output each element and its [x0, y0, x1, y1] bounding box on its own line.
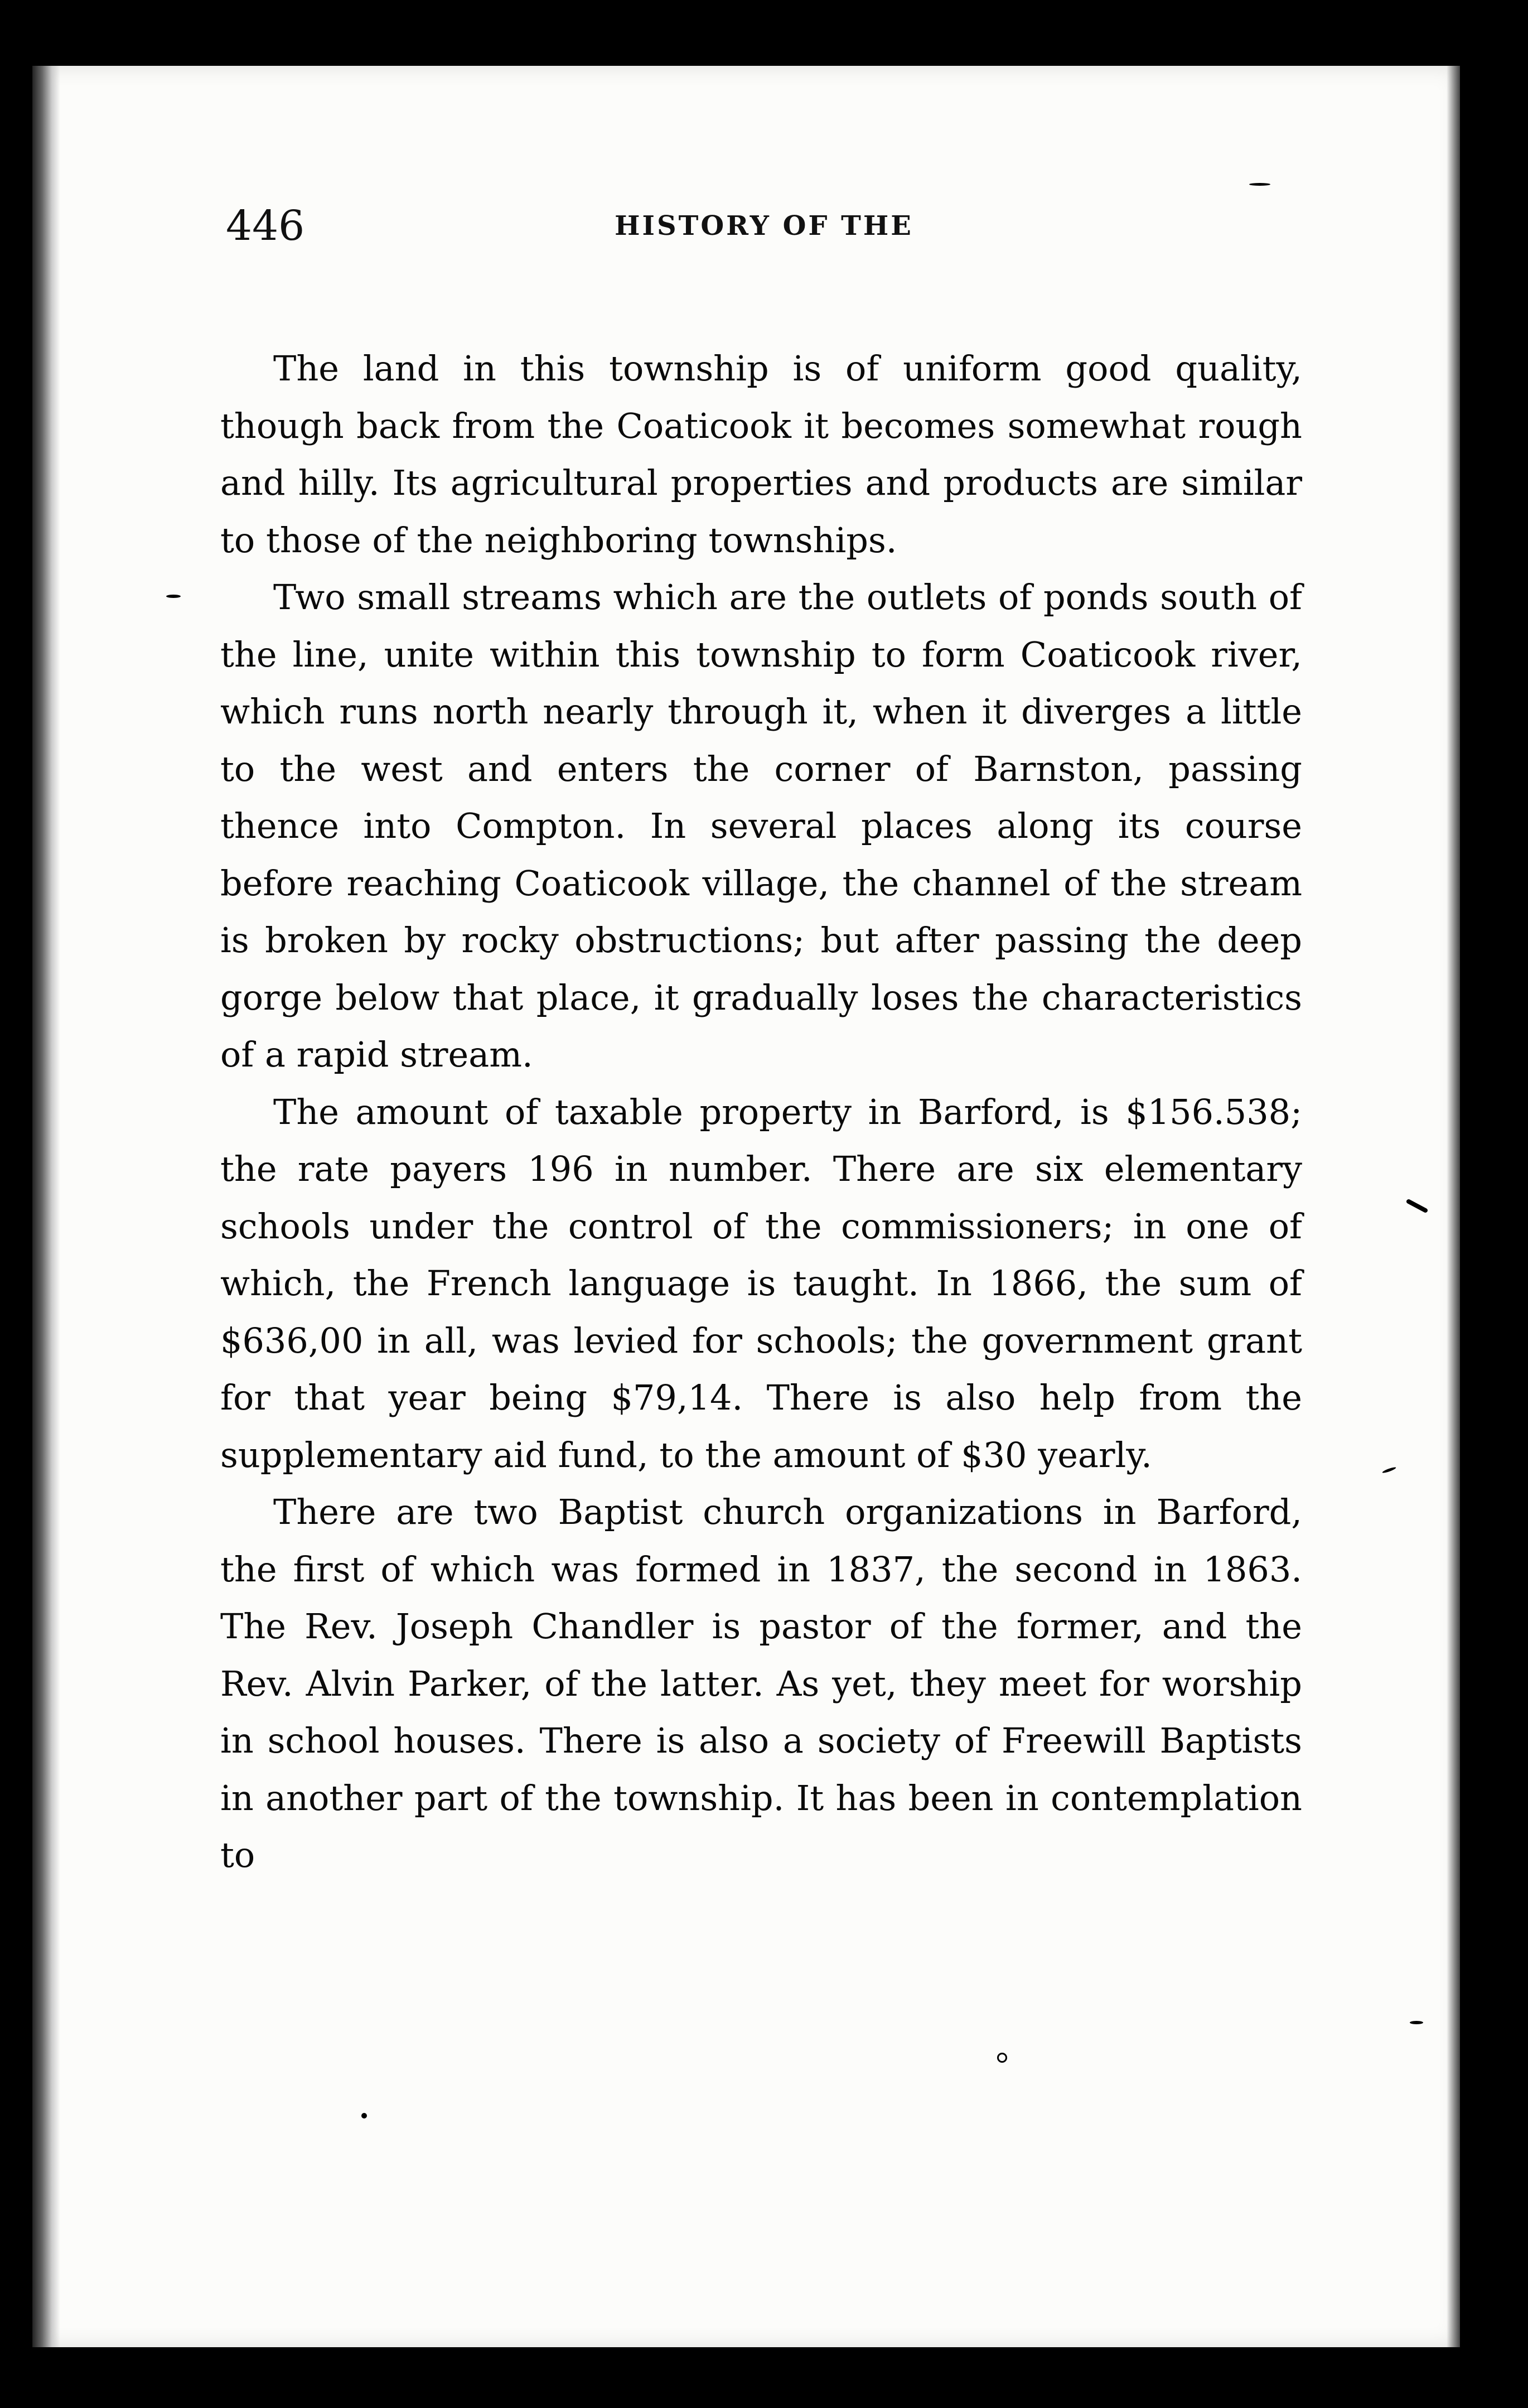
paragraph-baptist-churches: There are two Baptist church organizations in Barford, the first of which was formed in 1837, the second in 1863. The Rev. Joseph Chandler is pastor of the former, and the Rev. Alvin Parker, of the latter. As yet, they meet for worship in school houses. There is also a society of Freewill Baptists in another part of the township. It has been in contemplation to — [220, 1492, 1302, 1875]
scan-speck — [361, 2113, 367, 2119]
scan-speck — [1410, 2021, 1423, 2024]
scan-speck — [1382, 1466, 1396, 1474]
running-head: HISTORY OF THE — [615, 210, 913, 242]
page-outer-edge — [1447, 66, 1460, 2347]
paragraph-taxable-property: The amount of taxable property in Barford, is $156.538; the rate payers 196 in number. There are six elementary schools under the control of the commissioners; in one of which, the French language is taught. In 1866, the sum of $636,00 in all, was levied for schools; the government grant for that year being $79,14. There is also help from the supplementary aid fund, to the amount of $30 yearly. — [220, 1091, 1302, 1475]
scan-speck — [1406, 1199, 1429, 1214]
body-text — [220, 340, 1302, 1884]
paragraph-land-quality: The land in this township is of uniform good quality, though back from the Coaticook it becomes somewhat rough and hilly. Its agricultural properties and products are similar to those of the neighboring townships. — [220, 348, 1302, 561]
page-header — [226, 190, 1302, 262]
page-binding-edge — [32, 66, 60, 2347]
scan-speck — [166, 595, 181, 598]
paragraph-coaticook-river: Two small streams which are the outlets of ponds south of the line, unite within this township to form Coaticook river, which runs north nearly through it, when it diverges a little to the west and enters the corner of Barnston, passing thence into Compton. In several places along its course before reaching Coaticook village, the channel of the stream is broken by rocky obstructions; but after passing the deep gorge below that place, it gradually loses the characteristics of a rapid stream. — [220, 577, 1302, 1075]
page-number: 446 — [226, 202, 305, 250]
scan-speck — [997, 2053, 1007, 2063]
scan-speck — [1249, 183, 1270, 186]
